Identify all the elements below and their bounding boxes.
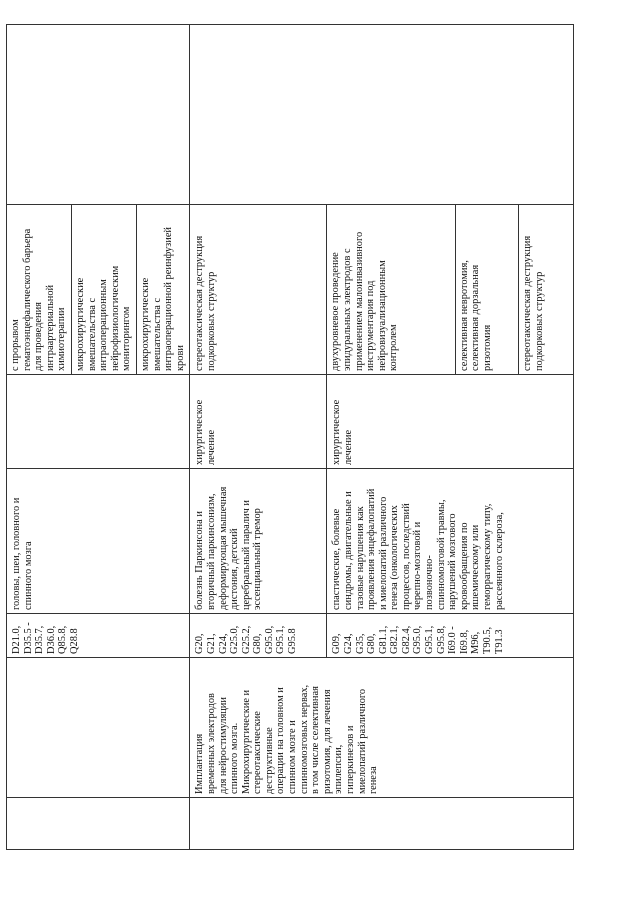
text-line: спастические, болевые: [331, 508, 343, 610]
text-line: Имплантация: [194, 733, 206, 794]
text-line: стереотаксическая деструкция: [194, 235, 206, 371]
text-line: эпилепсии,: [333, 744, 345, 794]
text-line: G21,: [205, 633, 217, 654]
text-line: G82.1,: [389, 625, 401, 654]
text-line: интраоперационным: [98, 279, 110, 371]
text-line: и миелопатий различного: [377, 496, 389, 610]
table-cell: [7, 798, 190, 850]
text-line: хирургическое: [194, 399, 206, 465]
treatment-cell: [327, 205, 574, 375]
text-line: геморрагическому типу,: [482, 503, 494, 610]
text-line: тазовые нарушения как: [354, 506, 366, 610]
text-line: G95.0,: [263, 625, 275, 654]
text-line: вторичный паркинсонизм,: [205, 493, 217, 610]
text-line: G95.1,: [424, 625, 436, 654]
text-line: D36.0,: [45, 625, 57, 654]
text-line: химиотерапии: [56, 307, 68, 371]
text-line: в том числе селективная: [310, 686, 322, 794]
text-line: операции на головном и: [275, 687, 287, 794]
text-line: G09,: [331, 633, 343, 654]
text-line: ризотомия: [481, 324, 493, 371]
treatment-type-cell: [190, 375, 327, 469]
text-line: процессов, последствий: [400, 503, 412, 610]
text-line: гиперкинезов и: [345, 725, 357, 794]
text-line: ризотомия, для лечения: [321, 689, 333, 794]
text-line: G20,: [194, 633, 206, 654]
treatment-option: [7, 205, 71, 374]
codes-cell: [7, 614, 190, 658]
treatment-option: [519, 205, 573, 374]
text-line: спинного мозга: [22, 541, 34, 610]
text-line: I69.0 -: [447, 626, 459, 654]
text-line: спинном мозге и: [287, 720, 299, 794]
treatment-option: [455, 205, 519, 374]
text-line: стереотаксические: [252, 711, 264, 794]
text-line: нарушений мозгового: [447, 513, 459, 610]
text-line: селективная дорзальная: [470, 264, 482, 371]
text-line: микрохирургические: [139, 277, 151, 371]
text-line: эпидуральных электродов с: [341, 248, 353, 371]
text-line: миелопатий различного: [356, 688, 368, 794]
text-line: селективная невротомия,: [458, 260, 470, 371]
text-line: M96,: [470, 631, 482, 654]
text-line: церебральный паралич и: [240, 500, 252, 610]
text-line: хирургическое: [331, 399, 343, 465]
text-line: подкорковых структур: [534, 271, 546, 371]
text-line: для нейростимуляции: [217, 697, 229, 794]
rotated-table-container: [6, 25, 574, 850]
text-line: стереотаксическая деструкция: [522, 235, 534, 371]
text-line: G95.8,: [435, 625, 447, 654]
text-line: G25.0,: [229, 625, 241, 654]
treatment-option: [327, 205, 455, 374]
text-line: G95.1,: [275, 625, 287, 654]
text-line: крови: [174, 345, 186, 371]
codes-cell: [190, 614, 327, 658]
diagnosis-cell: [7, 469, 190, 614]
treatment-option: [71, 205, 136, 374]
table-row: [7, 25, 190, 850]
text-line: G24,: [342, 633, 354, 654]
text-line: G95.8: [287, 628, 299, 654]
treatment-cell: [7, 205, 190, 375]
text-line: Микрохирургические и: [240, 689, 252, 794]
text-line: вмешательства с: [151, 297, 163, 371]
text-line: G80,: [252, 633, 264, 654]
text-line: дистония, детский: [229, 528, 241, 610]
text-line: нейрофизиологическим: [109, 265, 121, 371]
text-line: подкорковых структур: [205, 271, 217, 371]
table-cell: [7, 658, 190, 798]
text-line: применением малоинвазивного: [353, 231, 365, 371]
text-line: Q85.8,: [57, 625, 69, 654]
text-line: двухуровневое проведение: [330, 252, 342, 371]
text-line: спинного мозга.: [229, 722, 241, 794]
treatment-subtable: [327, 205, 573, 374]
text-line: Q28.8: [68, 628, 80, 654]
text-line: ишемическому или: [470, 524, 482, 610]
text-line: G35,: [354, 633, 366, 654]
text-line: G81.1,: [377, 625, 389, 654]
text-line: I69.8,: [458, 629, 470, 654]
text-line: G25.2,: [240, 625, 252, 654]
text-line: мониторингом: [121, 306, 133, 371]
treatment-subtable: [7, 205, 189, 374]
table-cell: [190, 798, 574, 850]
procedure-cell: [190, 658, 574, 798]
treatment-table: [6, 24, 574, 850]
text-line: спинномозговой травмы,: [435, 499, 447, 610]
text-line: позвоночно-: [424, 555, 436, 610]
treatment-option: [136, 205, 189, 374]
text-line: болезнь Паркинсона и: [194, 511, 206, 610]
text-line: контролем: [388, 324, 400, 371]
text-line: T90.5,: [482, 626, 494, 654]
text-line: временных электродов: [205, 693, 217, 794]
text-line: лечение: [205, 429, 217, 465]
text-line: синдромы, двигательные и: [342, 491, 354, 610]
text-line: черепно-мозговой и: [412, 521, 424, 610]
text-line: T91.3: [493, 629, 505, 654]
text-line: деструктивные: [263, 727, 275, 794]
text-line: лечение: [342, 429, 354, 465]
table-row: [190, 25, 327, 850]
text-line: рассеянного склероза,: [493, 512, 505, 610]
treatment-cell: [190, 205, 327, 375]
text-line: кровообращения по: [458, 522, 470, 610]
text-line: микрохирургические: [74, 277, 86, 371]
text-line: D35.5 -: [22, 622, 34, 654]
text-line: D35.7,: [34, 625, 46, 654]
table-cell: [7, 25, 190, 205]
treatment-type-cell: [327, 375, 574, 469]
text-line: инструментария под: [365, 280, 377, 371]
text-line: генеза: [368, 766, 380, 794]
text-line: G95.0,: [412, 625, 424, 654]
text-line: интраартериальной: [44, 284, 56, 371]
codes-cell: [327, 614, 574, 658]
text-line: деформирующая мышечная: [217, 486, 229, 610]
diagnosis-cell: [327, 469, 574, 614]
diagnosis-cell: [190, 469, 327, 614]
text-line: для проведения: [33, 302, 45, 371]
text-line: вмешательства с: [86, 297, 98, 371]
text-line: спинномозговых нервах,: [298, 684, 310, 794]
table-cell: [7, 375, 190, 469]
text-line: G82.4,: [400, 625, 412, 654]
text-line: G80,: [366, 633, 378, 654]
text-line: гематоэнцефалического барьера: [21, 228, 33, 371]
text-line: генеза (онкологических: [389, 505, 401, 610]
text-line: D21.0,: [11, 625, 22, 654]
text-line: с прорывом: [10, 319, 21, 371]
text-line: эссенциальный тремор: [252, 508, 264, 610]
text-line: головы, шеи, головного и: [11, 497, 22, 610]
text-line: проявления энцефалопатий: [366, 488, 378, 610]
table-cell: [190, 25, 574, 205]
text-line: нейровизуализационным: [376, 260, 388, 371]
text-line: G24,: [217, 633, 229, 654]
text-line: интраоперационной реинфузией: [163, 227, 175, 371]
